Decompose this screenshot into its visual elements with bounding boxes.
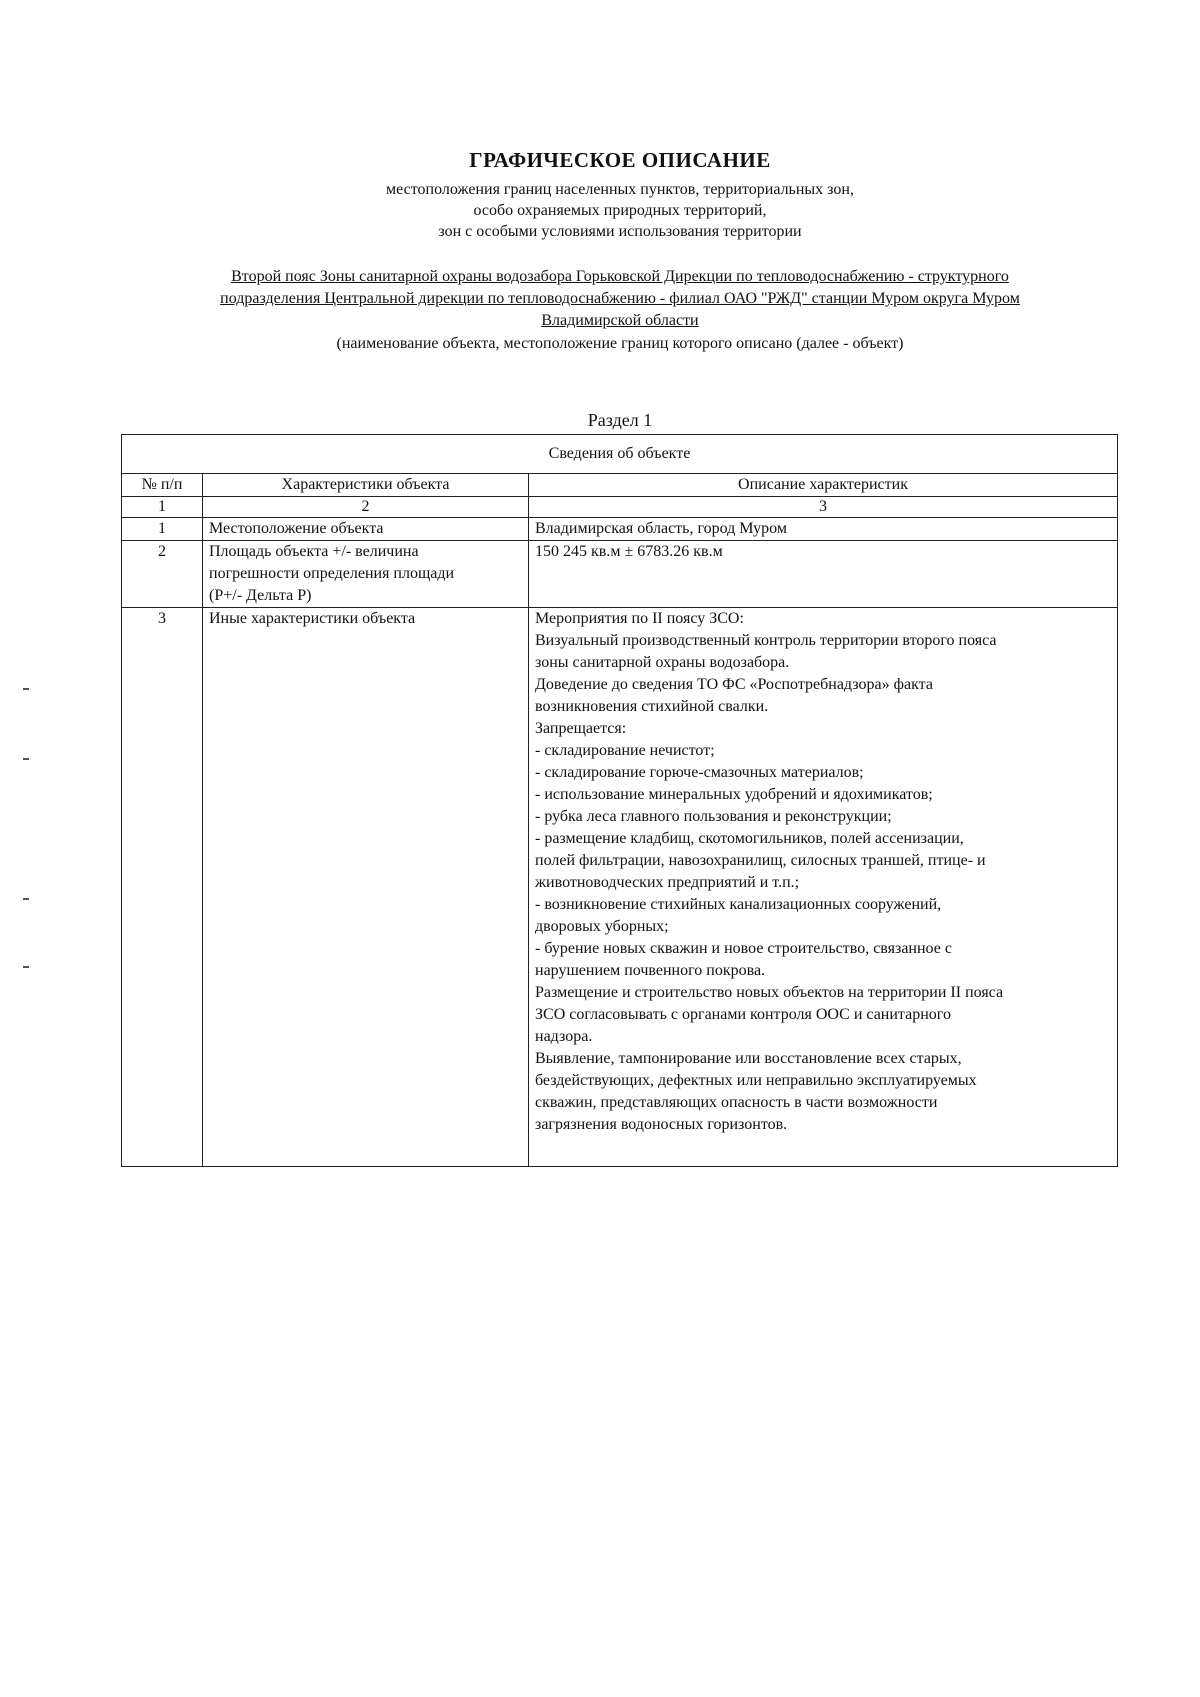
object-name [125,266,1115,332]
description-line: нарушением почвенного покрова. [535,962,766,979]
description-line: дворовых уборных; [535,918,669,935]
document-header [120,148,1120,242]
object-name-line: Владимирской области [541,312,699,329]
description-line: - использование минеральных удобрений и ядохимикатов; [535,786,933,803]
description-line: зоны санитарной охраны водозабора. [535,654,790,671]
description-line: Выявление, тампонирование или восстановление всех старых, [535,1050,962,1067]
subtitle-line: местоположения границ населенных пунктов, территориальных зон, [386,181,854,198]
description-line: - возникновение стихийных канализационных сооружений, [535,896,942,913]
table-header-row [122,474,1118,497]
object-caption: (наименование объекта, местоположение границ которого описано (далее - объект) [336,335,904,352]
description-line: Мероприятия по II поясу ЗСО: [535,610,744,627]
column-number-row [122,497,1118,518]
description-line: - складирование нечистот; [535,742,715,759]
table-caption: Сведения об объекте [122,435,1118,474]
column-header-number: № п/п [122,474,203,497]
description-line: - рубка леса главного пользования и реконструкции; [535,808,892,825]
description-line: Визуальный производственный контроль территории второго пояса [535,632,997,649]
description-line: ЗСО согласовывать с органами контроля ООС и санитарного [535,1006,951,1023]
description-line: возникновения стихийной свалки. [535,698,769,715]
table-row [122,608,1118,1167]
column-number: 3 [529,497,1118,518]
characteristic-line: Площадь объекта +/- величина [209,543,419,560]
description-line: надзора. [535,1028,593,1045]
row-characteristic: Местоположение объекта [203,518,529,541]
description-line: животноводческих предприятий и т.п.; [535,874,800,891]
description-line: полей фильтрации, навозохранилищ, силосных траншей, птице- и [535,852,986,869]
description-line: Запрещается: [535,720,627,737]
row-description [529,608,1118,1167]
row-characteristic: Иные характеристики объекта [203,608,529,1167]
subtitle-line: особо охраняемых природных территорий, [473,202,767,219]
table-row [122,518,1118,541]
description-line: скважин, представляющих опасность в части возможности [535,1094,938,1111]
scan-margin-mark [23,758,29,760]
description-line: Размещение и строительство новых объектов на территории II пояса [535,984,1004,1001]
row-number: 1 [122,518,203,541]
description-line: Доведение до сведения ТО ФС «Роспотребнадзора» факта [535,676,933,693]
table-row [122,541,1118,608]
subtitle-line: зон с особыми условиями использования территории [438,223,802,240]
row-description [529,518,1118,541]
description-line: - размещение кладбищ, скотомогильников, полей ассенизации, [535,830,964,847]
row-number: 3 [122,608,203,1167]
scan-margin-mark [23,966,29,968]
object-info-table [121,434,1118,1167]
description-line: Владимирская область, город Муром [535,520,787,537]
description-line: бездействующих, дефектных или неправильно эксплуатируемых [535,1072,977,1089]
row-description [529,541,1118,608]
column-number: 1 [122,497,203,518]
characteristic-line: погрешности определения площади [209,565,455,582]
description-line: - бурение новых скважин и новое строительство, связанное с [535,940,952,957]
column-header-characteristic: Характеристики объекта [203,474,529,497]
description-line: загрязнения водоносных горизонтов. [535,1116,788,1133]
column-number: 2 [203,497,529,518]
scan-margin-mark [23,688,29,690]
row-characteristic [203,541,529,608]
object-name-line: Второй пояс Зоны санитарной охраны водозабора Горьковской Дирекции по тепловодоснабжению - структурного [231,268,1009,285]
description-line: - складирование горюче-смазочных материалов; [535,764,864,781]
description-line: 150 245 кв.м ± 6783.26 кв.м [535,543,723,560]
row-number: 2 [122,541,203,608]
column-header-description: Описание характеристик [529,474,1118,497]
table-caption-row [122,435,1118,474]
object-name-line: подразделения Центральной дирекции по тепловодоснабжению - филиал ОАО "РЖД" станции Муром округа Муром [220,290,1020,307]
scan-margin-mark [23,898,29,900]
characteristic-line: (P+/- Дельта P) [209,587,312,604]
document-title: ГРАФИЧЕСКОЕ ОПИСАНИЕ [469,148,771,172]
section-title: Раздел 1 [587,410,653,430]
